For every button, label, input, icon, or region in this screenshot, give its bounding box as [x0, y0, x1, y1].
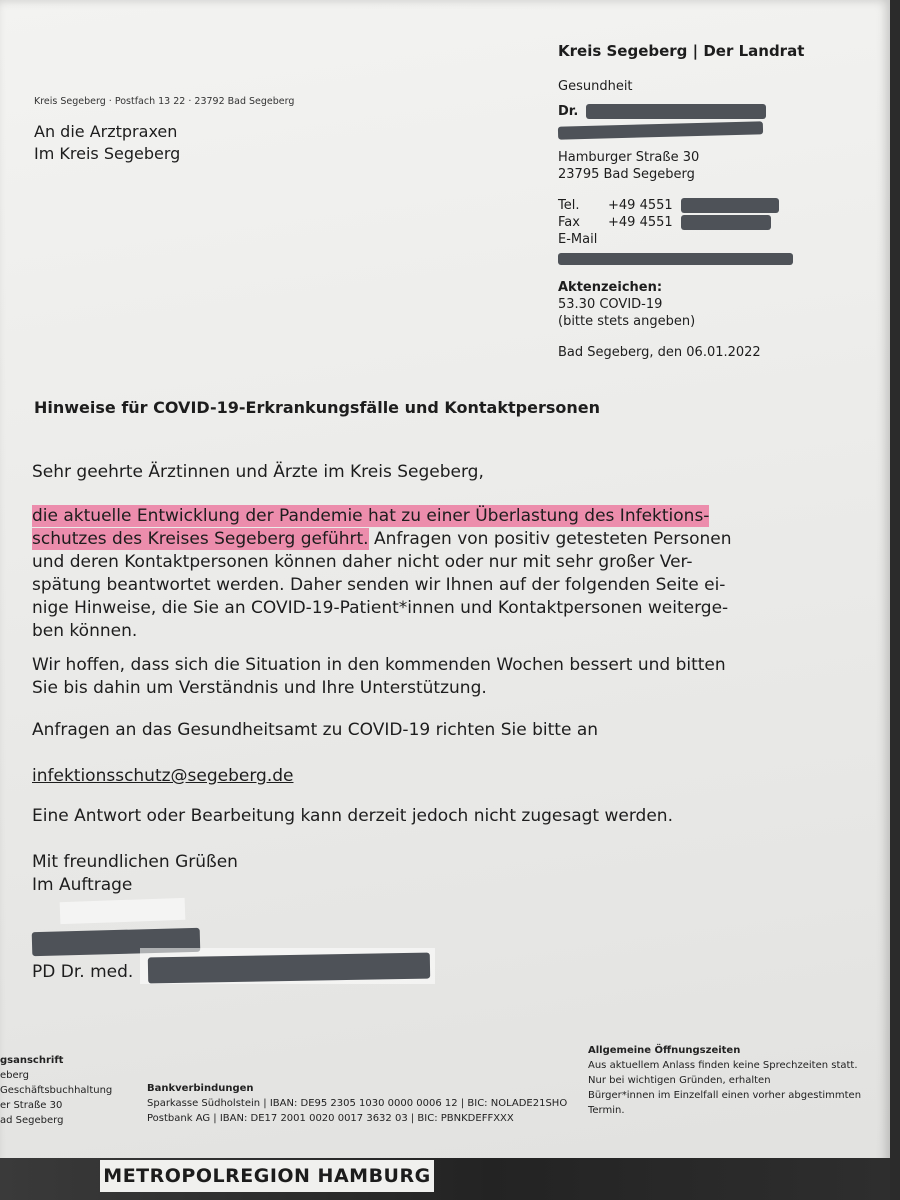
letter-date: Bad Segeberg, den 06.01.2022 [558, 345, 761, 360]
footer-line: Termin. [588, 1105, 625, 1116]
tel-value: +49 4551 [608, 198, 673, 213]
email-label: E-Mail [558, 232, 598, 247]
redaction-bar [558, 253, 793, 265]
redaction-row [558, 122, 804, 139]
paragraph-3: Anfragen an das Gesundheitsamt zu COVID-19 richten Sie bitte an [32, 720, 599, 740]
contact-name-prefix: Dr. [558, 104, 579, 119]
fax-row [558, 214, 804, 231]
closing-line: Im Auftrage [32, 875, 133, 895]
paragraph-4: Eine Antwort oder Bearbeitung kann derzeit jedoch nicht zugesagt werden. [32, 806, 673, 826]
footer-line: eberg [0, 1070, 29, 1081]
reference-value: 53.30 COVID-19 [558, 297, 663, 312]
footer-line: Sparkasse Südholstein | IBAN: DE95 2305 1030 0000 0006 12 | BIC: NOLADE21SHO [147, 1098, 568, 1109]
highlighted-text: schutzes des Kreises Segeberg geführt. [32, 529, 369, 549]
fax-label: Fax [558, 215, 580, 230]
footer-heading: gsanschrift [0, 1055, 64, 1066]
body-line: nige Hinweise, die Sie an COVID-19-Patient*innen und Kontaktpersonen weiterge- [32, 598, 729, 618]
highlighted-text: die aktuelle Entwicklung der Pandemie hat zu einer Überlastung des Infektions- [32, 506, 710, 526]
closing-line: Mit freundlichen Grüßen [32, 852, 238, 872]
footer-hours-column [588, 1043, 861, 1118]
footer-line: Nur bei wichtigen Gründen, erhalten [588, 1075, 771, 1086]
footer-line: Geschäftsbuchhaltung [0, 1085, 113, 1096]
street-address: Hamburger Straße 30 [558, 150, 700, 165]
email-redaction-row [558, 250, 804, 267]
paragraph-2 [32, 654, 792, 700]
city-address: 23795 Bad Segeberg [558, 167, 695, 182]
sender-info-block [558, 42, 804, 361]
paragraph-1 [32, 505, 792, 643]
tape-strip [60, 898, 186, 924]
footer-heading: Bankverbindungen [147, 1083, 254, 1094]
recipient-block [34, 121, 180, 165]
contact-name-row [558, 103, 804, 120]
contact-email-link[interactable] [32, 765, 792, 788]
letter-subject: Hinweise für COVID-19-Erkrankungsfälle und Kontaktpersonen [34, 398, 600, 417]
sender-return-line: Kreis Segeberg · Postfach 13 22 · 23792 Bad Segeberg [34, 96, 295, 107]
footer-line: Bürger*innen im Einzelfall einen vorher abgestimmten [588, 1090, 862, 1101]
body-line: und deren Kontaktpersonen können daher nicht oder nur mit sehr großer Ver- [32, 552, 693, 572]
tel-label: Tel. [558, 198, 580, 213]
metropolregion-logo: METROPOLREGION HAMBURG [100, 1160, 434, 1192]
footer-line: ad Segeberg [0, 1115, 64, 1126]
footer-address-column [0, 1053, 112, 1128]
body-line: Wir hoffen, dass sich die Situation in den kommenden Wochen bessert und bitten [32, 655, 726, 675]
body-text: Anfragen von positiv getesteten Personen [368, 529, 732, 549]
redaction-bar [558, 121, 763, 139]
body-line: spätung beantwortet werden. Daher senden wir Ihnen auf der folgenden Seite ei- [32, 575, 726, 595]
footer-line: er Straße 30 [0, 1100, 63, 1111]
footer-line: Aus aktuellem Anlass finden keine Sprechzeiten statt. [588, 1060, 858, 1071]
recipient-line: Im Kreis Segeberg [34, 144, 181, 163]
department: Gesundheit [558, 79, 633, 94]
recipient-line: An die Arztpraxen [34, 122, 178, 141]
salutation: Sehr geehrte Ärztinnen und Ärzte im Kreis Segeberg, [32, 462, 484, 482]
signer-prefix: PD Dr. med. [32, 962, 134, 982]
body-line: Sie bis dahin um Verständnis und Ihre Unterstützung. [32, 678, 487, 698]
closing-block [32, 851, 792, 897]
signer-name-redaction [148, 953, 430, 984]
redaction-bar [681, 198, 779, 213]
footer-bank-column [147, 1081, 567, 1126]
body-line: ben können. [32, 621, 138, 641]
footer-heading: Allgemeine Öffnungszeiten [588, 1045, 741, 1056]
email-address[interactable]: infektionsschutz@segeberg.de [32, 766, 294, 786]
redaction-bar [586, 104, 766, 119]
fax-value: +49 4551 [608, 215, 673, 230]
tel-row [558, 197, 804, 214]
reference-note: (bitte stets angeben) [558, 314, 696, 329]
organization-name: Kreis Segeberg | Der Landrat [558, 42, 805, 60]
reference-label: Aktenzeichen: [558, 280, 663, 295]
redaction-bar [681, 215, 771, 230]
footer-line: Postbank AG | IBAN: DE17 2001 0020 0017 3632 03 | BIC: PBNKDEFFXXX [147, 1113, 514, 1124]
